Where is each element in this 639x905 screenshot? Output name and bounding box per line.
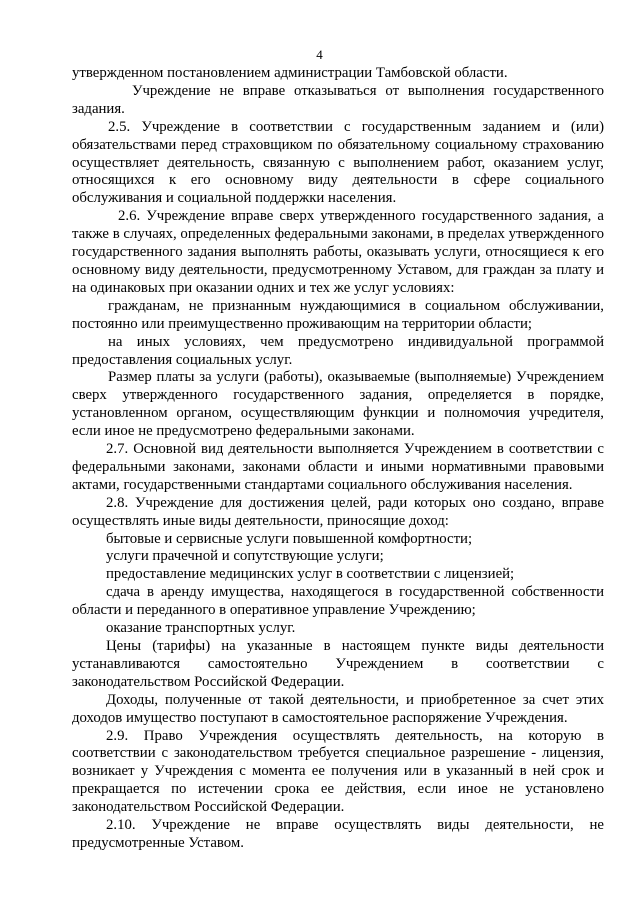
paragraph: на иных условиях, чем предусмотрено индивидуальной программой предоставления социальных услуг. [72, 333, 604, 368]
paragraph: 2.9. Право Учреждения осуществлять деятельность, на которую в соответствии с законодательством требуется специальное разрешение - лицензия, возникает у Учреждения с момента ее получения или в указанный в ней срок и прекращается по истечении срока ее действия, если иное не установлено законодательством Российской Федерации. [72, 727, 604, 816]
document-body [72, 65, 604, 853]
list-item: бытовые и сервисные услуги повышенной комфортности; [106, 530, 473, 547]
paragraph: гражданам, не признанным нуждающимися в социальном обслуживании, постоянно или преимущественно проживающим на территории области; [72, 297, 604, 332]
paragraph: утвержденном постановлением администрации Тамбовской области. [72, 65, 508, 81]
paragraph: Размер платы за услуги (работы), оказываемые (выполняемые) Учреждением сверх утвержденного государственного задания, определяется в порядке, установленном органом, осуществляющим функции и полномочия учредителя, если иное не предусмотрено федеральными законами. [72, 369, 604, 440]
list-item: предоставление медицинских услуг в соответствии с лицензией; [106, 566, 515, 583]
paragraph: Доходы, полученные от такой деятельности, и приобретенное за счет этих доходов имущество поступают в самостоятельное распоряжение Учреждения. [72, 691, 604, 726]
list-item: оказание транспортных услуг. [106, 620, 296, 637]
paragraph: 2.5. Учреждение в соответствии с государственным заданием и (или) обязательствами перед страховщиком по обязательному социальному страхованию осуществляет деятельность, связанную с выполнением работ, оказанием услуг, относящихся к его основному виду деятельности в сфере социального обслуживания и социальной поддержки населения. [72, 118, 604, 207]
list-item: сдача в аренду имущества, находящегося в государственной собственности области и переданного в оперативное управление Учреждению; [72, 584, 604, 619]
paragraph: 2.8. Учреждение для достижения целей, ради которых оно создано, вправе осуществлять иные виды деятельности, приносящие доход: [72, 494, 604, 529]
paragraph: 2.10. Учреждение не вправе осуществлять виды деятельности, не предусмотренные Уставом. [72, 817, 604, 851]
list-item: услуги прачечной и сопутствующие услуги; [106, 548, 384, 565]
paragraph: Цены (тарифы) на указанные в настоящем пункте виды деятельности устанавливаются самостоятельно Учреждением в соответствии с законодательством Российской Федерации. [72, 638, 604, 690]
page-number: 4 [316, 47, 323, 62]
paragraph: Учреждение не вправе отказываться от выполнения государственного задания. [72, 82, 604, 117]
paragraph: 2.6. Учреждение вправе сверх утвержденного государственного задания, а также в случаях, определенных федеральными законами, в пределах утвержденного государственного задания выполнять работы, оказывать услуги, относящиеся к его основному виду деятельности, предусмотренному Уставом, для граждан за плату и на одинаковых при оказании одних и тех же услуг условиях: [72, 208, 604, 296]
paragraph: 2.7. Основной вид деятельности выполняется Учреждением в соответствии с федеральными законами, законами области и иными нормативными правовыми актами, государственными стандартами социального обслуживания населения. [72, 441, 604, 493]
